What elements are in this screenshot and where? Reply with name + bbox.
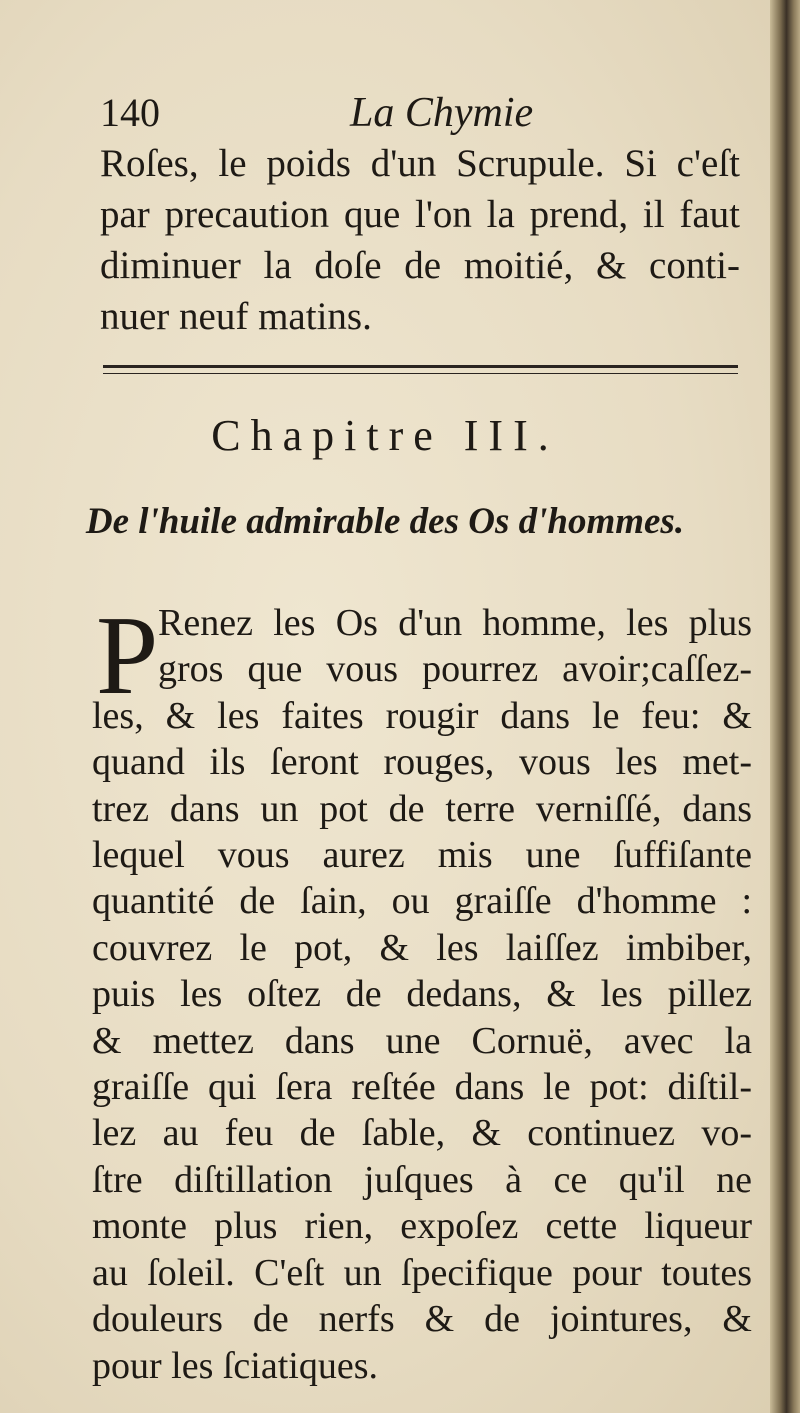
- page-header: [100, 88, 740, 138]
- book-gutter-shadow: [770, 0, 800, 1413]
- text-line: Renez les Os d'un homme, les plus: [158, 602, 752, 644]
- text-line: les, & les faites rougir dans le feu: &: [92, 694, 752, 737]
- text-line: couvrez le pot, & les laiſſez imbiber,: [92, 926, 752, 969]
- text-line: lequel vous aurez mis une ſuffiſante: [92, 834, 752, 877]
- text-line: par precaution que l'on la prend, il faut: [100, 193, 740, 236]
- body-paragraph: [92, 594, 752, 1389]
- text-line: ſtre diſtillation juſques à ce qu'il ne: [92, 1158, 752, 1201]
- text-line: trez dans un pot de terre verniſſé, dans: [92, 787, 752, 830]
- text-line: au ſoleil. C'eſt un ſpecifique pour toutes: [92, 1251, 752, 1294]
- text-line: graiſſe qui ſera reſtée dans le pot: diſtil-: [92, 1066, 752, 1109]
- text-line: quantité de ſain, ou graiſſe d'homme :: [92, 880, 752, 923]
- text-line: Roſes, le poids d'un Scrupule. Si c'eſt: [100, 142, 740, 185]
- continued-paragraph: [100, 138, 740, 342]
- text-line: douleurs de nerfs & de jointures, &: [92, 1298, 752, 1341]
- text-line: quand ils ſeront rouges, vous les met-: [92, 741, 752, 784]
- running-title: La Chymie: [350, 90, 534, 136]
- section-divider-rule: [103, 365, 738, 374]
- text-line: diminuer la doſe de moitié, & conti-: [100, 244, 740, 287]
- text-line: pour les ſciatiques.: [92, 1344, 378, 1387]
- text-line: gros que vous pourrez avoir;caſſez-: [158, 648, 752, 691]
- text-line: nuer neuf matins.: [100, 295, 372, 338]
- text-line: lez au feu de ſable, & continuez vo-: [92, 1112, 752, 1155]
- chapter-title: De l'huile admirable des Os d'hommes.: [85, 501, 685, 542]
- chapter-heading: Chapitre III.: [211, 411, 559, 460]
- page-number: 140: [100, 90, 160, 135]
- text-line: & mettez dans une Cornuë, avec la: [92, 1019, 752, 1062]
- text-line: puis les oſtez de dedans, & les pillez: [92, 973, 752, 1016]
- text-line: monte plus rien, expoſez cette liqueur: [92, 1205, 752, 1248]
- drop-cap: P: [96, 594, 159, 718]
